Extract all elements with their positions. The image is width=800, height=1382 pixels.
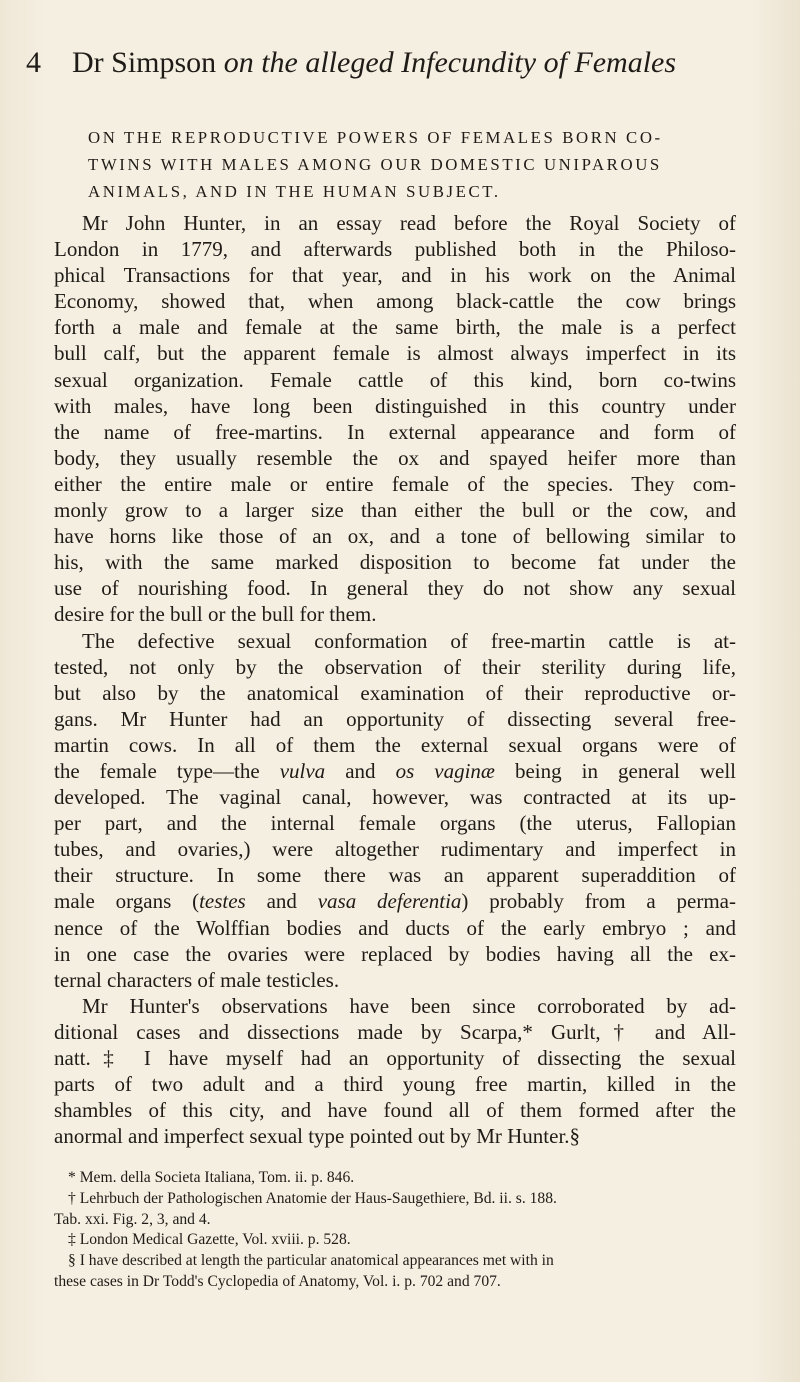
text-line: have horns like those of an ox, and a tone of bellowing similar to: [54, 524, 736, 549]
text-line: with males, have long been distinguished in this country under: [54, 393, 736, 418]
text-line: The defective sexual conformation of free-martin cattle is at-: [82, 628, 736, 653]
text-line: desire for the bull or the bull for them.: [54, 602, 377, 627]
text-line: male organs (testes and vasa deferentia) probably from a perma-: [54, 889, 736, 914]
text-line: London in 1779, and afterwards published both in the Philoso-: [54, 237, 736, 262]
text-line: Economy, showed that, when among black-cattle the cow brings: [54, 289, 736, 314]
text-line: his, with the same marked disposition to become fat under the: [54, 550, 736, 575]
footnote-line: these cases in Dr Todd's Cyclopedia of Anatomy, Vol. i. p. 702 and 707.: [54, 1272, 501, 1290]
footnote-line: § I have described at length the particular anatomical appearances met with in: [68, 1252, 554, 1270]
text-line: tubes, and ovaries,) were altogether rudimentary and imperfect in: [54, 837, 736, 862]
footnotes: [54, 1168, 736, 1293]
text-line: tested, not only by the observation of their sterility during life,: [54, 654, 736, 679]
running-title-text: on the alleged Infecundity of Females: [223, 46, 677, 79]
text-line: developed. The vaginal canal, however, was contracted at its up-: [54, 785, 736, 810]
running-title-author: Dr Simpson: [72, 46, 217, 79]
text-line: gans. Mr Hunter had an opportunity of dissecting several free-: [54, 706, 736, 731]
text-line: parts of two adult and a third young free martin, killed in the: [54, 1072, 736, 1097]
body-text: [54, 210, 736, 1149]
text-line: the female type—the vulva and os vaginæ being in general well: [54, 758, 736, 783]
section-heading-line: ANIMALS, AND IN THE HUMAN SUBJECT.: [88, 182, 501, 201]
section-heading: [88, 124, 736, 205]
text-line: phical Transactions for that year, and in his work on the Animal: [54, 263, 736, 288]
paragraph: [54, 628, 736, 993]
text-line: use of nourishing food. In general they do not show any sexual: [54, 576, 736, 601]
text-line: sexual organization. Female cattle of this kind, born co-twins: [54, 367, 736, 392]
text-line: their structure. In some there was an apparent superaddition of: [54, 863, 736, 888]
footnote-line: Tab. xxi. Fig. 2, 3, and 4.: [54, 1210, 211, 1228]
page-number: 4: [26, 46, 41, 79]
footnote-line: ‡ London Medical Gazette, Vol. xviii. p. 528.: [68, 1231, 351, 1249]
text-line: ditional cases and dissections made by Scarpa,* Gurlt,† and All-: [54, 1019, 736, 1044]
text-line: but also by the anatomical examination of their reproductive or-: [54, 680, 736, 705]
text-line: forth a male and female at the same birth, the male is a perfect: [54, 315, 736, 340]
text-line: body, they usually resemble the ox and spayed heifer more than: [54, 445, 736, 470]
text-line: nence of the Wolffian bodies and ducts of the early embryo ; and: [54, 915, 736, 940]
running-title: [72, 40, 676, 86]
text-line: either the entire male or entire female of the species. They com-: [54, 471, 736, 496]
section-heading-line: ON THE REPRODUCTIVE POWERS OF FEMALES BORN CO-: [88, 128, 663, 147]
footnote-line: † Lehrbuch der Pathologischen Anatomie der Haus-Saugethiere, Bd. ii. s. 188.: [68, 1189, 557, 1207]
text-line: Mr Hunter's observations have been since corroborated by ad-: [82, 993, 736, 1018]
paragraph: [54, 993, 736, 1150]
text-line: ternal characters of male testicles.: [54, 967, 340, 992]
text-line: anormal and imperfect sexual type pointed out by Mr Hunter.§: [54, 1124, 581, 1149]
text-line: shambles of this city, and have found all of them formed after the: [54, 1098, 736, 1123]
text-line: in one case the ovaries were replaced by bodies having all the ex-: [54, 941, 736, 966]
text-line: per part, and the internal female organs (the uterus, Fallopian: [54, 811, 736, 836]
text-line: monly grow to a larger size than either the bull or the cow, and: [54, 498, 736, 523]
text-line: Mr John Hunter, in an essay read before the Royal Society of: [82, 211, 736, 235]
footnote-line: * Mem. della Societa Italiana, Tom. ii. p. 846.: [68, 1169, 355, 1186]
text-line: natt.‡ I have myself had an opportunity of dissecting the sexual: [54, 1046, 736, 1070]
running-head: [0, 40, 800, 86]
paragraph: [54, 210, 736, 628]
text-line: the name of free-martins. In external appearance and form of: [54, 419, 736, 444]
text-line: bull calf, but the apparent female is almost always imperfect in its: [54, 341, 736, 366]
section-heading-line: TWINS WITH MALES AMONG OUR DOMESTIC UNIPAROUS: [88, 155, 662, 174]
text-line: martin cows. In all of them the external sexual organs were of: [54, 732, 736, 757]
